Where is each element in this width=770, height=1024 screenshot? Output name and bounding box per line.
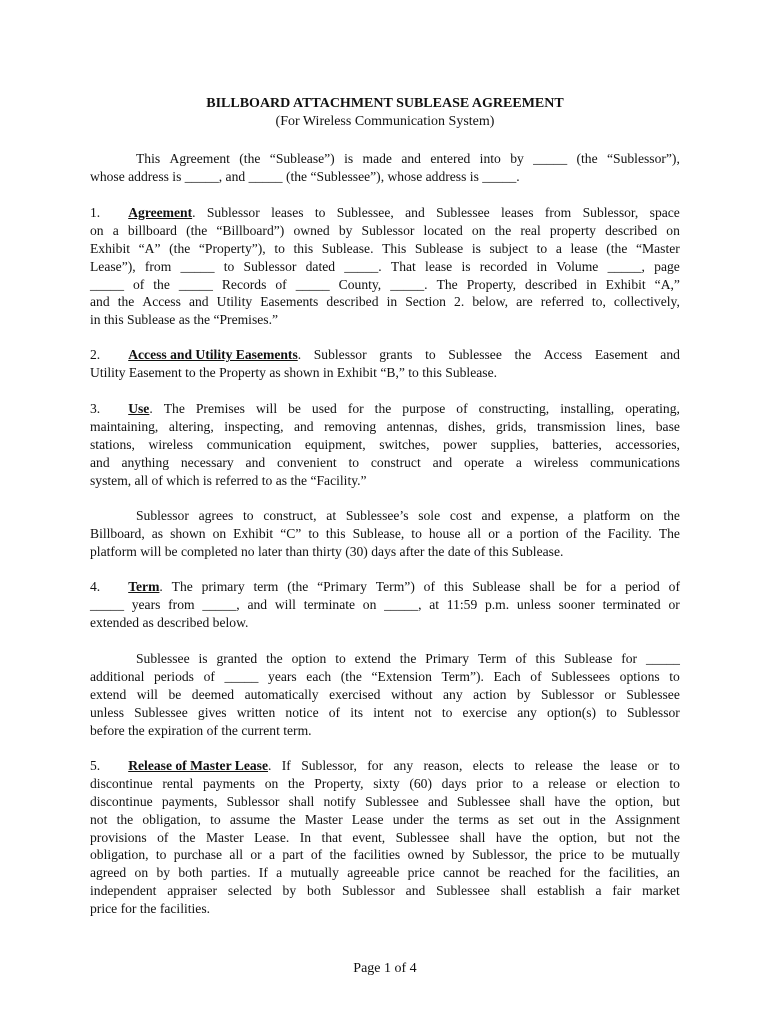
section-line: _____ of the _____ Records of _____ County, _____. The Property, described in Exhibit “A,” <box>90 276 680 292</box>
section-first-line: . <box>149 401 153 416</box>
section-2: 2. Access and Utility Easements. Sublessor grants to Sublessee the Access Easement and Utility Easement to the Property as shown in Exhibit “B,” to this Sublease. <box>90 347 680 380</box>
extension-line: unless Sublessee gives written notice of its intent not to exercise any option(s) to Sublessor <box>90 704 680 720</box>
extension-line: extend will be deemed automatically exercised without any action by Sublessor or Sublessee <box>90 686 680 702</box>
extension-line: Sublessee is granted the option to extend the Primary Term of this Sublease for _____ <box>136 651 680 666</box>
section-line: stations, wireless communication equipment, switches, power supplies, batteries, accessories, <box>90 436 680 452</box>
section-line: Exhibit “A” (the “Property”), to this Sublease. This Sublease is subject to a lease (the “Master <box>90 240 680 256</box>
section-number: 2. <box>90 347 101 362</box>
platform-line: Billboard, as shown on Exhibit “C” to this Sublease, to house all or a portion of the Facility. The <box>90 525 680 541</box>
section-heading: Access and Utility Easements <box>128 347 298 362</box>
section-number: 3. <box>90 401 101 416</box>
section-line: on a billboard (the “Billboard”) owned by Sublessor located on the real property described on <box>90 222 680 238</box>
section-line: in this Sublease as the “Premises.” <box>90 312 279 328</box>
section-line: discontinue rental payments on the Property, sixty (60) days prior to a release or election to <box>90 775 680 791</box>
section-heading: Agreement <box>128 205 193 220</box>
section-first-line: . <box>159 579 163 594</box>
extension-line: additional periods of _____ years each (the “Extension Term”). Each of Sublessees options to <box>90 668 680 684</box>
section-line: price for the facilities. <box>90 901 211 917</box>
section-line: Lease”), from _____ to Sublessor dated _____. That lease is recorded in Volume _____, page <box>90 258 680 274</box>
section-line: and the Access and Utility Easements described in Section 2. below, are referred to, collectively, <box>90 294 680 310</box>
intro-line: whose address is _____, and _____ (the “Sublessee”), whose address is _____. <box>90 168 520 184</box>
section-4: 4. Term. The primary term (the “Primary Term”) of this Sublease shall be for a period of _____ years from _____, and will terminate on _____, at 11:59 p.m. unless sooner terminated or extended as described below. <box>90 579 680 630</box>
section-line: extended as described below. <box>90 614 249 630</box>
section-first-line: . <box>268 758 272 773</box>
section-1: 1. Agreement. Sublessor leases to Sublessee, and Sublessee leases from Sublessor, space on a billboard (the “Billboard”) owned by Sublessor located on the real property described on Exhibit “A” (the “Property”), to this Sublease. This Sublease is subject to a lease (the “Master Lease”), from _____ to Sublessor dated _____. That lease is recorded in Volume _____, page _____ of the _____ Records of _____ County, _____. The Property, described in Exhibit “A,” and the Access and Utility Easements described in Section 2. below, are referred to, collectively, in this Sublease as the “Premises.” <box>90 205 680 328</box>
extension-line: before the expiration of the current term. <box>90 722 312 738</box>
section-line: _____ years from _____, and will terminate on _____, at 11:59 p.m. unless sooner terminated or <box>90 596 680 612</box>
section-3: 3. Use. The Premises will be used for the purpose of constructing, installing, operating, maintaining, altering, inspecting, and removing antennas, dishes, grids, transmission lines, base stations, wireless communication equipment, switches, power supplies, batteries, accessories, and anything necessary and convenient to construct and operate a wireless communications system, all of which is referred to as the “Facility.” <box>90 401 680 488</box>
section-5: 5. Release of Master Lease. If Sublessor, for any reason, elects to release the lease or to discontinue rental payments on the Property, sixty (60) days prior to a release or election to discontinue payments, Sublessor shall notify Sublessee and Sublessee shall have the option, but not the obligation, to assume the Master Lease under the terms as set out in the Assignment provisions of the Master Lease. In that event, Sublessee shall have the option, but not the obligation, to purchase all or a part of the facilities owned by Sublessor, the price to be mutually agreed on by both parties. If a mutually agreeable price cannot be reached for the facilities, an independent appraiser selected by both Sublessor and Sublessee shall establish a fair market price for the facilities. <box>90 758 680 917</box>
section-heading: Release of Master Lease <box>128 758 268 773</box>
section-number: 1. <box>90 205 101 220</box>
section-line: and anything necessary and convenient to construct and operate a wireless communications <box>90 454 680 470</box>
intro-paragraph <box>90 150 680 186</box>
section-line: agreed on by both parties. If a mutually agreeable price cannot be reached for the facilities, an <box>90 865 680 881</box>
section-first-line: . <box>297 347 302 362</box>
document-title: BILLBOARD ATTACHMENT SUBLEASE AGREEMENT <box>206 96 564 111</box>
section-line: system, all of which is referred to as the “Facility.” <box>90 472 367 488</box>
section-number: 5. <box>90 758 101 773</box>
section-line: not the obligation, to assume the Master Lease under the terms as set out in the Assignment <box>90 811 680 827</box>
platform-line: platform will be completed no later than thirty (30) days after the date of this Sublease. <box>90 543 564 559</box>
extension-paragraph <box>90 650 680 739</box>
section-line: independent appraiser selected by both Sublessor and Sublessee shall establish a fair market <box>90 883 680 899</box>
section-line: obligation, to purchase all or a part of the facilities owned by Sublessor, the price to be mutually <box>90 847 680 863</box>
intro-line: This Agreement (the “Sublease”) is made and entered into by _____ (the “Sublessor”), <box>136 151 680 166</box>
page-number: Page 1 of 4 <box>353 961 417 976</box>
section-line: Utility Easement to the Property as shown in Exhibit “B,” to this Sublease. <box>90 364 498 380</box>
platform-line: Sublessor agrees to construct, at Sublessee’s sole cost and expense, a platform on the <box>136 508 680 523</box>
section-first-line: . <box>192 205 196 220</box>
section-number: 4. <box>90 579 101 594</box>
document-subtitle: (For Wireless Communication System) <box>275 114 495 129</box>
platform-paragraph <box>90 507 680 561</box>
section-line: maintaining, altering, inspecting, and removing antennas, dishes, grids, transmission lines, base <box>90 418 680 434</box>
section-line: discontinue payments, Sublessor shall notify Sublessee and Sublessee shall have the option, but <box>90 793 680 809</box>
section-line: provisions of the Master Lease. In that event, Sublessee shall have the option, but not the <box>90 829 680 845</box>
section-heading: Use <box>128 401 150 416</box>
section-heading: Term <box>128 579 160 594</box>
